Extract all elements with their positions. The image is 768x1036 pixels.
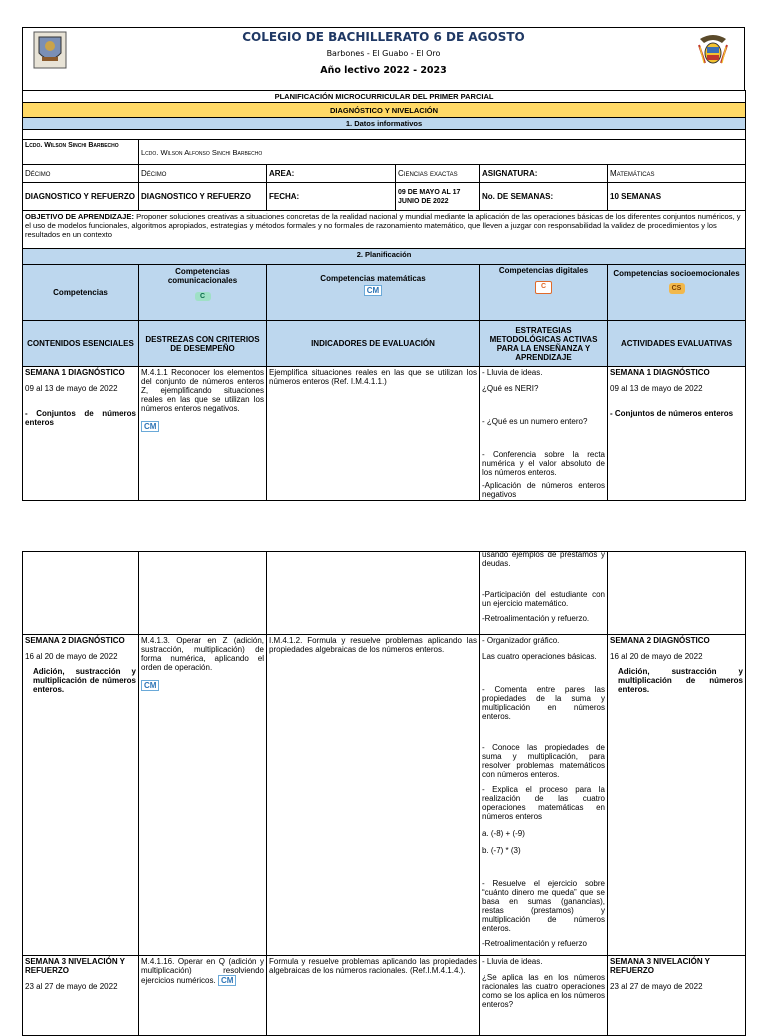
week1-strategy-2: ¿Qué es NERI? (482, 384, 539, 393)
week1-math-badge-icon: CM (141, 421, 159, 432)
communicational-badge-icon: C (195, 292, 211, 301)
grade-value: Décimo (139, 165, 267, 183)
spacer-row (23, 130, 746, 140)
type-value: DIAGNOSTICO Y REFUERZO (139, 183, 267, 211)
week1-skill-cell (139, 367, 267, 501)
week3-strategy-2: ¿Se aplica las en los números racionales las cuatro operaciones como se los aplica en los números enteros? (482, 973, 605, 1009)
week3-math-badge-icon: CM (218, 975, 236, 986)
document-page-1 (22, 27, 745, 525)
cont-strategies-cell (480, 552, 608, 635)
week3-indicator: Formula y resuelve problemas aplicando las propiedades algebraicas de los números racionales. (Ref.I.M.4.1.4.). (267, 956, 480, 1036)
week2-eval-cell (608, 635, 746, 956)
week2-strategy-2: Las cuatro operaciones básicas. (482, 652, 597, 661)
week2-strategy-9: -Retroalimentación y refuerzo (482, 939, 587, 948)
week2-strategy-7: b. (-7) * (3) (482, 846, 521, 855)
week2-strategy-1: - Organizador gráfico. (482, 636, 560, 645)
school-header (22, 27, 745, 90)
week1-content-cell (23, 367, 139, 501)
subject-value: Matemáticas (608, 165, 746, 183)
week2-strategy-4: - Conoce las propiedades de suma y multiplicación, para resolver problemas matemáticos con números enteros. (482, 743, 605, 779)
math-badge-icon: CM (364, 285, 382, 296)
section-title: DIAGNÓSTICO Y NIVELACIÓN (23, 103, 746, 118)
week2-strategy-6: a. (-8) + (-9) (482, 829, 525, 838)
week1-strategies-cell (480, 367, 608, 501)
school-year: Año lectivo 2022 - 2023 (320, 65, 447, 76)
week1-eval-content: - Conjuntos de números enteros (610, 409, 734, 418)
planning-table-page-1 (22, 90, 746, 501)
school-name: COLEGIO DE BACHILLERATO 6 DE AGOSTO (242, 30, 525, 44)
week1-strategy-1: - Lluvia de ideas. (482, 368, 543, 377)
col-contenidos: CONTENIDOS ESENCIALES (23, 321, 139, 367)
cont-skill-cell (139, 552, 267, 635)
week1-strategy-4: - Conferencia sobre la recta numérica y el valor absoluto de los números enteros. (482, 450, 605, 477)
area-value: Ciencias exactas (396, 165, 480, 183)
school-location: Barbones - El Guabo - El Oro (326, 49, 441, 58)
col-destrezas: DESTREZAS CON CRITERIOS DE DESEMPEÑO (139, 321, 267, 367)
socioemotional-badge-icon: CS (669, 283, 685, 294)
grade-label: Décimo (23, 165, 139, 183)
week1-strategy-7: -Participación del estudiante con un ejercicio matemático. (482, 590, 605, 608)
week2-eval-dates: 16 al 20 de mayo de 2022 (610, 652, 703, 661)
math-label: Competencias matemáticas (320, 274, 426, 283)
week1-eval-cell (608, 367, 746, 501)
col-indicadores: INDICADORES DE EVALUACIÓN (267, 321, 480, 367)
cont-content-cell (23, 552, 139, 635)
socioemotional-competency (608, 265, 746, 321)
socioemotional-label: Competencias socioemocionales (613, 269, 740, 278)
planning-table-page-2 (22, 551, 746, 1036)
week2-math-badge-icon: CM (141, 680, 159, 691)
subject-label: ASIGNATURA: (480, 165, 608, 183)
ecuador-coat-of-arms-icon (696, 31, 730, 71)
communicational-label: Competencias comunicacionales (167, 267, 238, 285)
col-actividades: ACTIVIDADES EVALUATIVAS (608, 321, 746, 367)
col-estrategias: ESTRATEGIAS METODOLÓGICAS ACTIVAS PARA LA ENSEÑANZA Y APRENDIZAJE (480, 321, 608, 367)
week1-strategy-3: - ¿Qué es un numero entero? (482, 417, 588, 426)
week2-strategy-3: - Comenta entre pares las propiedades de la suma y multiplicación en números enteros. (482, 685, 605, 721)
week3-eval-title: SEMANA 3 NIVELACIÓN Y REFUERZO (610, 957, 710, 975)
week3-eval-dates: 23 al 27 de mayo de 2022 (610, 982, 703, 991)
type-label: DIAGNOSTICO Y REFUERZO (23, 183, 139, 211)
week2-title: SEMANA 2 DIAGNÓSTICO (25, 636, 125, 645)
planning-heading: 2. Planificación (23, 249, 746, 265)
week2-content-cell (23, 635, 139, 956)
week3-title: SEMANA 3 NIVELACIÓN Y REFUERZO (25, 957, 125, 975)
week1-skill: M.4.1.1 Reconocer los elementos del conjunto de números enteros Z, ejemplificando situaciones reales en las que se utilizan los números enteros negativos. (141, 368, 264, 413)
week2-strategy-5: - Explica el proceso para la realización de las cuatro operaciones matemáticas en números enteros (482, 785, 605, 821)
datos-heading: 1. Datos informativos (23, 118, 746, 130)
weeks-value: 10 SEMANAS (608, 183, 746, 211)
week2-skill-cell (139, 635, 267, 956)
math-competency (267, 265, 480, 321)
objective-text: Proponer soluciones creativas a situaciones concretas de la realidad nacional y mundial mediante la aplicación de las operaciones básicas de los diferentes conjuntos numéricos, y el uso de modelos funcionales, algoritmos apropiados, estrategias y métodos formales y no formales de razonamiento matemático, que lleven a juzgar con responsabilidad la validez de procedimientos y los resultados en un contexto (25, 212, 741, 239)
week1-content: - Conjuntos de números enteros (25, 409, 136, 427)
learning-objective (23, 211, 746, 249)
week1-indicator: Ejemplifica situaciones reales en las que se utilizan los números enteros (Ref. I.M.4.1.1.) (267, 367, 480, 501)
week1-dates: 09 al 13 de mayo de 2022 (25, 384, 118, 393)
week1-eval-dates: 09 al 13 de mayo de 2022 (610, 384, 703, 393)
week3-strategy-1: - Lluvia de ideas. (482, 957, 543, 966)
weeks-label: No. DE SEMANAS: (480, 183, 608, 211)
cont-indicator-cell (267, 552, 480, 635)
area-label: AREA: (267, 165, 396, 183)
week2-skill: M.4.1.3. Operar en Z (adición, sustracción, multiplicación) de forma numérica, aplicando el orden de operación. (141, 636, 264, 672)
week2-dates: 16 al 20 de mayo de 2022 (25, 652, 118, 661)
communicational-competency (139, 265, 267, 321)
week1-strategy-5: -Aplicación de números enteros negativos (482, 481, 605, 499)
week1-strategy-6: usando ejemplos de préstamos y deudas. (482, 551, 605, 568)
date-value: 09 DE MAYO AL 17 JUNIO DE 2022 (396, 183, 480, 211)
week3-skill: M.4.1.16. Operar en Q (adición y multiplicación) resolviendo ejercicios numéricos. (141, 957, 264, 985)
week2-indicator: I.M.4.1.2. Formula y resuelve problemas aplicando las propiedades algebraicas de los números enteros. (267, 635, 480, 956)
cont-eval-cell (608, 552, 746, 635)
week1-title: SEMANA 1 DIAGNÓSTICO (25, 368, 125, 377)
week2-content: Adición, sustracción y multiplicación de números enteros. (33, 667, 136, 694)
date-label: FECHA: (267, 183, 396, 211)
week2-strategy-8: - Resuelve el ejercicio sobre “cuánto dinero me queda” que se basa en sumas (ganancias), restas (prestamos) y multiplicación de números enteros. (482, 879, 605, 933)
digital-badge-icon: C (535, 281, 552, 294)
competencies-label: Competencias (23, 265, 139, 321)
objective-label: OBJETIVO DE APRENDIZAJE: (25, 212, 135, 221)
week2-eval-title: SEMANA 2 DIAGNÓSTICO (610, 636, 710, 645)
week2-eval-content: Adición, sustracción y multiplicación de números enteros. (618, 667, 743, 694)
digital-competency (480, 265, 608, 321)
week3-dates: 23 al 27 de mayo de 2022 (25, 982, 118, 991)
plan-title: PLANIFICACIÓN MICROCURRICULAR DEL PRIMER PARCIAL (23, 91, 746, 103)
week1-eval-title: SEMANA 1 DIAGNÓSTICO (610, 368, 710, 377)
digital-label: Competencias digitales (498, 266, 589, 275)
week1-strategy-8: -Retroalimentación y refuerzo. (482, 614, 590, 623)
teacher-name: Lcdo. Wilson Alfonso Sinchi Barbecho (139, 140, 746, 165)
document-page-2 (22, 551, 745, 1031)
teacher-label: Lcdo. Wilson Sinchi Barbecho (23, 140, 139, 165)
week2-strategies-cell (480, 635, 608, 956)
